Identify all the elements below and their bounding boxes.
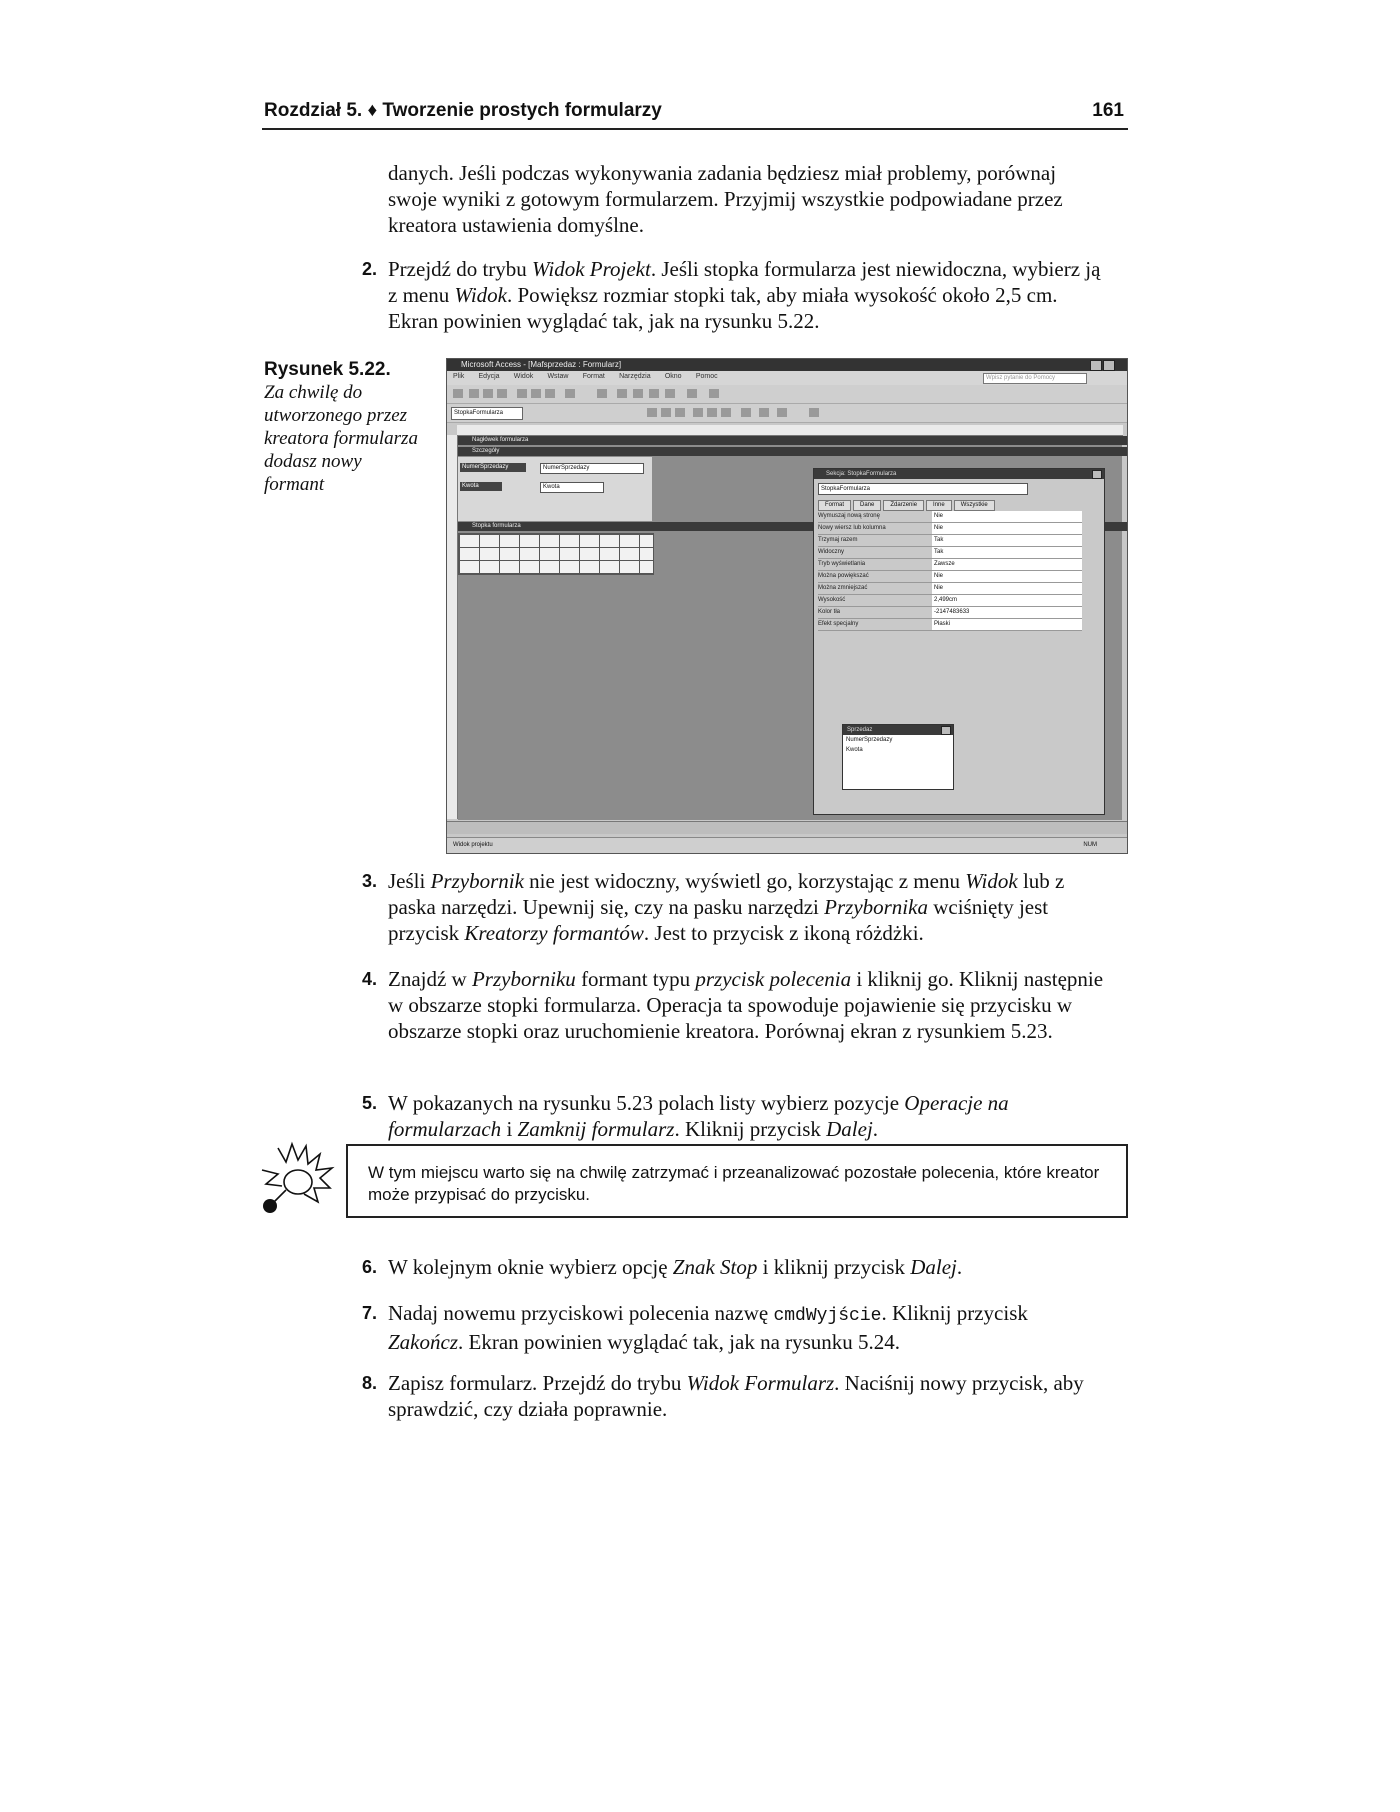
fill-color-icon[interactable] [741, 408, 751, 417]
figure-caption-title: Rysunek 5.22. [264, 359, 391, 380]
property-row[interactable]: Można zmniejszać Nie [818, 583, 1082, 595]
band-detail[interactable]: Szczegóły [458, 447, 1128, 456]
database-window-icon[interactable] [687, 389, 697, 398]
design-workspace [458, 436, 1122, 820]
menu-view[interactable]: Widok [513, 373, 534, 380]
italic-icon[interactable] [661, 408, 671, 417]
chapter-title: Rozdział 5. ♦ Tworzenie prostych formularzy [264, 100, 662, 121]
save-icon[interactable] [469, 389, 479, 398]
figure-caption [264, 358, 424, 496]
tab-all[interactable]: Wszystkie [954, 500, 995, 511]
align-center-icon[interactable] [707, 408, 717, 417]
footer-grid[interactable] [458, 533, 654, 575]
label-numer-sprzedazy[interactable]: NumerSprzedazy [460, 463, 526, 472]
intro-paragraph: danych. Jeśli podczas wykonywania zadania będziesz miał problemy, porównaj swoje wyniki z gotowym formularzem. Przyjmij wszystkie podpowiadane przez kreatora ustawienia domyślne. [388, 161, 1063, 237]
properties-list [818, 511, 1082, 631]
object-selector[interactable]: StopkaFormularza [451, 407, 523, 420]
menu-insert[interactable]: Wstaw [547, 373, 569, 380]
underline-icon[interactable] [675, 408, 685, 417]
paste-icon[interactable] [545, 389, 555, 398]
vertical-ruler [447, 435, 458, 819]
detail-section [458, 457, 652, 521]
wizard-icon[interactable] [597, 389, 607, 398]
horizontal-ruler [457, 425, 1123, 436]
property-row[interactable]: Można powiększać Nie [818, 571, 1082, 583]
properties-title: Sekcja: StopkaFormularza [814, 469, 1104, 479]
step-2: 2. Przejdź do trybu Widok Projekt. Jeśli stopka formularza jest niewidoczna, wybierz ją z menu Widok. Powiększ rozmiar stopki tak, aby miała wysokość około 2,5 cm. Ekran powinien wyglądać tak, jak na rysunku 5.22. [362, 257, 1101, 333]
toolbar-formatting [447, 404, 1127, 423]
step-number: 8. [362, 1373, 378, 1393]
lightbulb-icon [258, 1140, 336, 1216]
tip-box: W tym miejscu warto się na chwilę zatrzymać i przeanalizować pozostałe polecenia, które kreator może przypisać do przycisku. [346, 1144, 1128, 1218]
running-header [262, 98, 1128, 130]
print-icon[interactable] [483, 389, 493, 398]
bold-icon[interactable] [647, 408, 657, 417]
tab-data[interactable]: Dane [853, 500, 881, 511]
step-3: 3. Jeśli Przybornik nie jest widoczny, wyświetl go, korzystając z menu Widok lub z paska narzędzi. Upewnij się, czy na pasku narzędzi Przybornika wciśnięty jest przycisk Kreatorzy formantów. Jest to przycisk z ikoną różdżki. [362, 869, 1065, 945]
special-effect-icon[interactable] [809, 408, 819, 417]
font-color-icon[interactable] [759, 408, 769, 417]
property-row[interactable]: Efekt specjalny Płaski [818, 619, 1082, 631]
property-row[interactable]: Wymuszaj nową stronę Nie [818, 511, 1082, 523]
access-screenshot [446, 358, 1128, 854]
step-8: 8. Zapisz formularz. Przejdź do trybu Widok Formularz. Naciśnij nowy przycisk, aby sprawdzić, czy działa poprawnie. [362, 1371, 1084, 1421]
view-icon[interactable] [453, 389, 463, 398]
undo-icon[interactable] [565, 389, 575, 398]
step-number: 4. [362, 969, 378, 989]
tab-other[interactable]: Inne [926, 500, 952, 511]
status-num: NUM [1083, 842, 1097, 848]
step-5: 5. W pokazanych na rysunku 5.23 polach listy wybierz pozycje Operacje na formularzach i Zamknij formularz. Kliknij przycisk Dalej. [362, 1091, 1009, 1141]
menu-edit[interactable]: Edycja [478, 373, 500, 380]
tab-format[interactable]: Format [818, 500, 851, 511]
properties-object-select[interactable]: StopkaFormularza [818, 483, 1028, 495]
inline-code: cmdWyjście [773, 1306, 882, 1326]
close-icon[interactable] [1092, 470, 1102, 479]
field-list-item[interactable]: NumerSprzedazy [846, 737, 893, 743]
step-6: 6. W kolejnym oknie wybierz opcję Znak Stop i kliknij przycisk Dalej. [362, 1255, 963, 1279]
code-icon[interactable] [665, 389, 675, 398]
property-row[interactable]: Wysokość 2,499cm [818, 595, 1082, 607]
maximize-icon[interactable] [1103, 360, 1115, 371]
menu-format[interactable]: Format [582, 373, 605, 380]
status-bar [447, 837, 1127, 854]
label-kwota[interactable]: Kwota [460, 482, 502, 491]
toolbox-icon[interactable] [633, 389, 643, 398]
align-right-icon[interactable] [721, 408, 731, 417]
menu-tools[interactable]: Narzędzia [619, 373, 651, 380]
window-title: Microsoft Access - [Mafsprzedaz : Formularz] [461, 360, 622, 369]
property-row[interactable]: Trzymaj razem Tak [818, 535, 1082, 547]
properties-icon[interactable] [649, 389, 659, 398]
property-row[interactable]: Nowy wiersz lub kolumna Nie [818, 523, 1082, 535]
band-form-header[interactable]: Nagłówek formularza [458, 436, 1128, 445]
line-color-icon[interactable] [777, 408, 787, 417]
help-icon[interactable] [709, 389, 719, 398]
page-number: 161 [1092, 100, 1124, 121]
preview-icon[interactable] [497, 389, 507, 398]
menu-help[interactable]: Pomoc [695, 373, 718, 380]
toolbar-design [447, 385, 1127, 404]
align-left-icon[interactable] [693, 408, 703, 417]
field-list-icon[interactable] [617, 389, 627, 398]
field-list-window [842, 724, 954, 790]
cut-icon[interactable] [517, 389, 527, 398]
menu-window[interactable]: Okno [664, 373, 682, 380]
copy-icon[interactable] [531, 389, 541, 398]
field-list-item[interactable]: Kwota [846, 747, 863, 753]
window-title-bar [447, 359, 1127, 371]
horizontal-scrollbar[interactable] [447, 821, 1127, 834]
property-row[interactable]: Kolor tła -2147483633 [818, 607, 1082, 619]
menu-file[interactable]: Plik [453, 373, 465, 380]
step-number: 2. [362, 259, 378, 279]
step-7: 7. Nadaj nowemu przyciskowi polecenia nazwę cmdWyjście. Kliknij przycisk Zakończ. Ekran powinien wyglądać tak, jak na rysunku 5.24. [362, 1301, 1028, 1354]
textbox-kwota[interactable]: Kwota [540, 482, 604, 493]
figure-caption-text: Za chwilę do utworzonego przez kreatora formularza dodasz nowy formant [264, 382, 418, 495]
minimize-icon[interactable] [1090, 360, 1102, 371]
textbox-numer-sprzedazy[interactable]: NumerSprzedazy [540, 463, 644, 474]
close-icon[interactable] [941, 726, 951, 735]
property-row[interactable]: Widoczny Tak [818, 547, 1082, 559]
properties-tabs [818, 499, 1098, 509]
step-number: 6. [362, 1257, 378, 1277]
window-controls [1089, 360, 1125, 370]
step-number: 3. [362, 871, 378, 891]
field-list-title: Sprzedaz [843, 725, 953, 735]
help-search-input[interactable]: Wpisz pytanie do Pomocy [983, 373, 1087, 384]
status-mode: Widok projektu [453, 842, 493, 848]
tab-event[interactable]: Zdarzenie [883, 500, 924, 511]
band-form-footer[interactable]: Stopka formularza [458, 522, 1128, 531]
property-row[interactable]: Tryb wyświetlania Zawsze [818, 559, 1082, 571]
step-number: 5. [362, 1093, 378, 1113]
step-4: 4. Znajdź w Przyborniku formant typu przycisk polecenia i kliknij go. Kliknij następnie w obszarze stopki formularza. Operacja ta spowoduje pojawienie się przycisku w obszarze stopki oraz uruchomienie kreatora. Porównaj ekran z rysunkiem 5.23. [362, 967, 1104, 1043]
step-number: 7. [362, 1303, 378, 1323]
